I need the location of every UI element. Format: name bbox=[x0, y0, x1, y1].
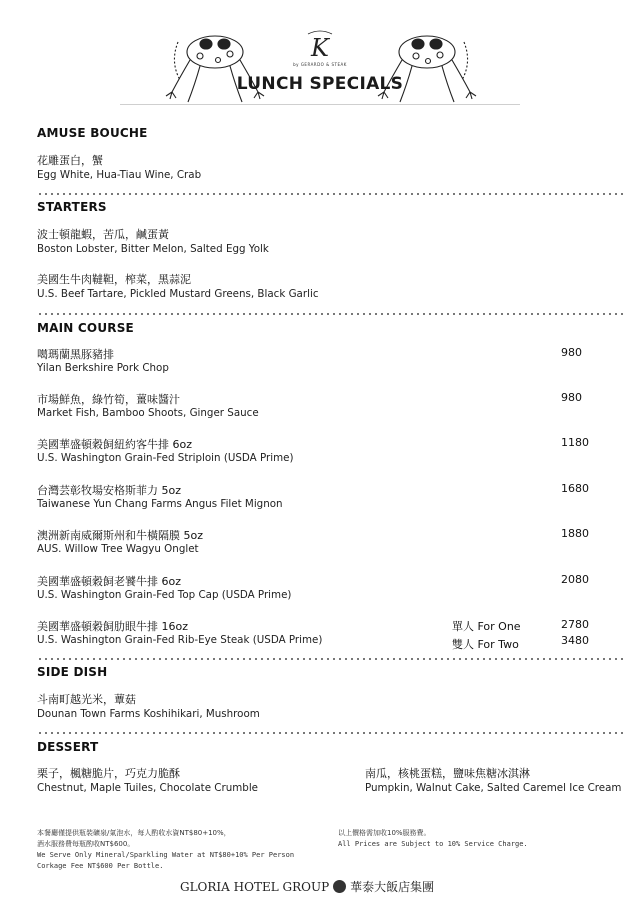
frog-illustration-right-icon bbox=[372, 22, 482, 107]
footnote-water-en-2: Corkage Fee NT$600 Per Bottle. bbox=[37, 862, 164, 870]
brand-name-zh: 華泰大飯店集團 bbox=[350, 880, 435, 894]
dish-name-en: Boston Lobster, Bitter Melon, Salted Egg Yolk bbox=[37, 243, 269, 255]
section-title-dessert: DESSERT bbox=[37, 740, 99, 754]
dish-name-zh: 美國華盛頓穀飼老饕牛排 6oz bbox=[37, 575, 181, 588]
dish-name-zh: 花雕蛋白，蟹 bbox=[37, 154, 103, 167]
dish-price: 1880 bbox=[561, 527, 589, 540]
dish-name-zh: 澳洲新南威爾斯州和牛橫隔膜 5oz bbox=[37, 529, 203, 542]
dish-name-en: Dounan Town Farms Koshihikari, Mushroom bbox=[37, 708, 260, 720]
section-title-starters: STARTERS bbox=[37, 200, 107, 214]
dish-name-en: U.S. Washington Grain-Fed Top Cap (USDA Prime) bbox=[37, 589, 292, 601]
section-title-side-dish: SIDE DISH bbox=[37, 665, 108, 679]
crest-letter: K bbox=[311, 34, 329, 62]
portion-label-two: 雙人 For Two bbox=[452, 638, 519, 651]
dotted-divider bbox=[37, 732, 623, 734]
dish-name-en: Market Fish, Bamboo Shoots, Ginger Sauce bbox=[37, 407, 259, 419]
dish-name-en: Chestnut, Maple Tuiles, Chocolate Crumble bbox=[37, 782, 259, 794]
dish-price: 1680 bbox=[561, 482, 589, 495]
dish-name-en: Pumpkin, Walnut Cake, Salted Caremel Ice Cream bbox=[365, 782, 622, 794]
crest-subtitle: by GERARDO & STEAK bbox=[293, 62, 347, 67]
dish-name-en: U.S. Washington Grain-Fed Striploin (USDA Prime) bbox=[37, 452, 294, 464]
page-title: LUNCH SPECIALS bbox=[236, 74, 404, 94]
title-divider bbox=[120, 104, 520, 105]
dish-name-zh: 波士頓龍蝦，苦瓜，鹹蛋黃 bbox=[37, 228, 169, 241]
dish-name-en: AUS. Willow Tree Wagyu Onglet bbox=[37, 543, 199, 555]
portion-label-one: 單人 For One bbox=[452, 620, 521, 633]
dish-name-en: Taiwanese Yun Chang Farms Angus Filet Mignon bbox=[37, 498, 283, 510]
dish-name-en: Egg White, Hua-Tiau Wine, Crab bbox=[37, 169, 202, 181]
dish-price-one: 2780 bbox=[561, 618, 589, 631]
brand-footer bbox=[180, 878, 470, 895]
gloria-logo-icon bbox=[333, 880, 346, 893]
section-title-amuse-bouche: AMUSE BOUCHE bbox=[37, 126, 148, 140]
dish-name-zh: 美國華盛頓穀飼紐約客牛排 6oz bbox=[37, 438, 192, 451]
footnote-water-zh-1: 本餐廳僅提供瓶裝礦泉/氣泡水，每人酌收水資NT$80+10%， bbox=[37, 829, 231, 837]
dish-price: 2080 bbox=[561, 573, 589, 586]
dish-price: 1180 bbox=[561, 436, 589, 449]
footnote-service-zh: 以上價格需加收10%服務費。 bbox=[338, 829, 431, 837]
dish-name-zh: 美國生牛肉韃靼，榨菜，黑蒜泥 bbox=[37, 273, 191, 286]
dish-name-zh: 斗南町越光米，蕈菇 bbox=[37, 693, 136, 706]
dish-name-zh: 南瓜，核桃蛋糕，鹽味焦糖冰淇淋 bbox=[365, 767, 530, 780]
dish-name-zh: 台灣芸彰牧場安格斯菲力 5oz bbox=[37, 484, 181, 497]
brand-name-en: GLORIA HOTEL GROUP bbox=[180, 880, 330, 894]
dish-name-en: U.S. Washington Grain-Fed Rib-Eye Steak (USDA Prime) bbox=[37, 634, 323, 646]
footnote-service-en: All Prices are Subject to 10% Service Charge. bbox=[338, 840, 528, 848]
footnote-water-zh-2: 酒水服務費每瓶酌收NT$600。 bbox=[37, 840, 135, 848]
dotted-divider bbox=[37, 193, 623, 195]
dish-price-two: 3480 bbox=[561, 634, 589, 647]
dish-name-zh: 栗子，楓糖脆片，巧克力脆酥 bbox=[37, 767, 180, 780]
dish-name-zh: 市場鮮魚，綠竹筍，薑味醬汁 bbox=[37, 393, 180, 406]
dish-name-en: Yilan Berkshire Pork Chop bbox=[37, 362, 169, 374]
menu-header bbox=[0, 0, 640, 120]
frog-illustration-left-icon bbox=[160, 22, 270, 107]
footnote-water-en-1: We Serve Only Mineral/Sparkling Water at NT$80+10% Per Person bbox=[37, 851, 295, 859]
dotted-divider bbox=[37, 658, 623, 660]
dotted-divider bbox=[37, 313, 623, 315]
dish-price: 980 bbox=[561, 346, 582, 359]
dish-name-en: U.S. Beef Tartare, Pickled Mustard Greens, Black Garlic bbox=[37, 288, 319, 300]
dish-name-zh: 美國華盛頓穀飼肋眼牛排 16oz bbox=[37, 620, 188, 633]
section-title-main-course: MAIN COURSE bbox=[37, 321, 134, 335]
dish-name-zh: 噶瑪蘭黑豚豬排 bbox=[37, 348, 114, 361]
dish-price: 980 bbox=[561, 391, 582, 404]
